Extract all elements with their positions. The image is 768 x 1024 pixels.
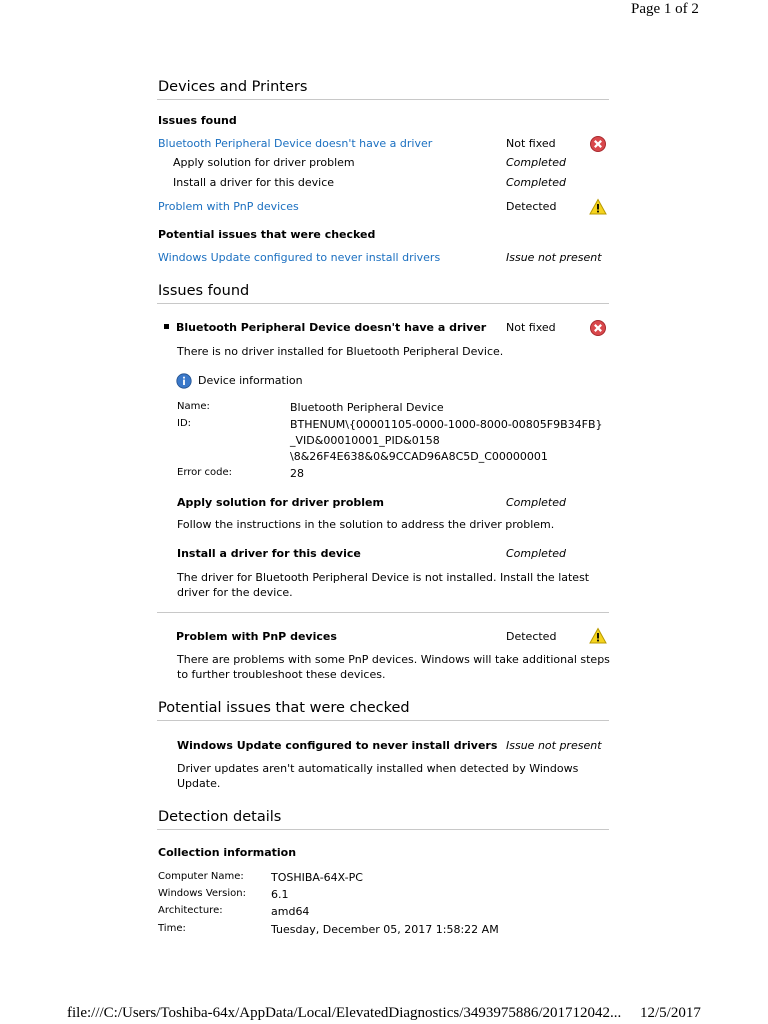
issue-description: There is no driver installed for Bluetooth Peripheral Device.: [177, 345, 504, 358]
footer-date: 12/5/2017: [640, 1005, 701, 1021]
section-title-issues-found: Issues found: [158, 283, 250, 299]
solution-description-line2: driver for the device.: [177, 586, 293, 599]
detail-label-computer-name: Computer Name:: [158, 871, 244, 882]
issue-link-bluetooth[interactable]: Bluetooth Peripheral Device doesn't have a driver: [158, 137, 433, 150]
issue-status: Detected: [506, 630, 557, 643]
section-title-potential-issues: Potential issues that were checked: [158, 700, 410, 716]
potential-title-windows-update: Windows Update configured to never install drivers: [177, 739, 498, 752]
potential-description-line1: Driver updates aren't automatically installed when detected by Windows: [177, 762, 579, 775]
solution-title-install: Install a driver for this device: [177, 547, 361, 560]
collection-info-label: Collection information: [158, 846, 297, 859]
solution-description: Follow the instructions in the solution to address the driver problem.: [177, 518, 555, 531]
divider: [157, 303, 609, 304]
error-icon: [589, 319, 607, 337]
issue-description-line1: There are problems with some PnP devices. Windows will take additional steps: [177, 653, 610, 666]
potential-description-line2: Update.: [177, 777, 221, 790]
warning-icon: [589, 627, 607, 645]
issue-title-pnp: Problem with PnP devices: [176, 630, 337, 643]
error-icon: [589, 135, 607, 153]
sub-issue-install-driver: Install a driver for this device: [173, 176, 335, 189]
section-title-devices-printers: Devices and Printers: [158, 79, 308, 95]
issue-status: Not fixed: [506, 321, 556, 334]
potential-issues-label: Potential issues that were checked: [158, 228, 376, 241]
field-label-id: ID:: [177, 418, 192, 429]
detail-value-computer-name: TOSHIBA-64X-PC: [271, 871, 363, 884]
detail-label-windows-version: Windows Version:: [158, 888, 246, 899]
divider: [157, 720, 609, 721]
field-value-error-code: 28: [290, 467, 304, 480]
detail-label-time: Time:: [158, 923, 186, 934]
sub-issue-apply-solution: Apply solution for driver problem: [173, 156, 355, 169]
field-value-id-line3: \8&26F4E638&0&9CCAD96A8C5D_C00000001: [290, 450, 548, 463]
divider: [157, 99, 609, 100]
solution-description-line1: The driver for Bluetooth Peripheral Device is not installed. Install the latest: [177, 571, 590, 584]
divider: [157, 829, 609, 830]
field-value-id-line1: BTHENUM\{00001105-0000-1000-8000-00805F9B34FB}: [290, 418, 603, 431]
issue-status: Detected: [506, 200, 557, 213]
warning-icon: [589, 198, 607, 216]
issue-link-pnp[interactable]: Problem with PnP devices: [158, 200, 299, 213]
detail-value-windows-version: 6.1: [271, 888, 289, 901]
issue-title-bluetooth: Bluetooth Peripheral Device doesn't have a driver: [176, 321, 487, 334]
potential-status: Issue not present: [506, 251, 602, 264]
potential-status: Issue not present: [506, 739, 602, 752]
solution-status: Completed: [506, 547, 566, 560]
issue-description-line2: to further troubleshoot these devices.: [177, 668, 386, 681]
field-value-name: Bluetooth Peripheral Device: [290, 401, 444, 414]
field-value-id-line2: _VID&00010001_PID&0158: [290, 434, 440, 447]
sub-issue-status: Completed: [506, 176, 566, 189]
issue-status: Not fixed: [506, 137, 556, 150]
divider: [157, 612, 609, 613]
detail-value-time: Tuesday, December 05, 2017 1:58:22 AM: [271, 923, 499, 936]
bullet: [164, 324, 169, 329]
potential-link-windows-update[interactable]: Windows Update configured to never install drivers: [158, 251, 441, 264]
info-icon: [176, 373, 192, 389]
section-title-detection-details: Detection details: [158, 809, 282, 825]
detail-value-architecture: amd64: [271, 905, 310, 918]
device-info-label: Device information: [198, 374, 303, 387]
detail-label-architecture: Architecture:: [158, 905, 223, 916]
sub-issue-status: Completed: [506, 156, 566, 169]
field-label-error-code: Error code:: [177, 467, 233, 478]
field-label-name: Name:: [177, 401, 210, 412]
page-number: Page 1 of 2: [631, 1, 699, 17]
solution-status: Completed: [506, 496, 566, 509]
issues-found-label: Issues found: [158, 114, 237, 127]
footer-file-path: file:///C:/Users/Toshiba-64x/AppData/Local/ElevatedDiagnostics/3493975886/201712042...: [67, 1005, 622, 1021]
solution-title-apply: Apply solution for driver problem: [177, 496, 384, 509]
